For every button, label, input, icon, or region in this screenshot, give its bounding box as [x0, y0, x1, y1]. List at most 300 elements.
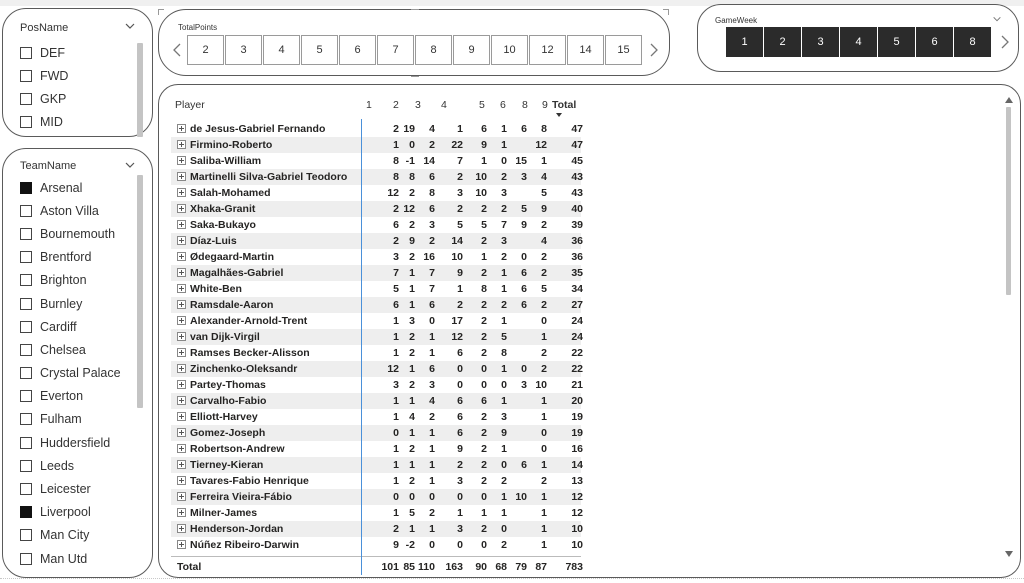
player-name-cell: Gomez-Joseph — [190, 427, 266, 439]
value-cell: 6 — [521, 283, 527, 295]
posname-option-label: GKP — [40, 91, 67, 106]
scroll-up-icon[interactable] — [1005, 97, 1013, 103]
posname-scrollbar[interactable] — [137, 43, 143, 137]
checkbox-icon[interactable] — [20, 228, 32, 240]
value-cell: 5 — [541, 283, 547, 295]
player-name-cell: Partey-Thomas — [190, 379, 266, 391]
value-cell: 0 — [541, 315, 547, 327]
table-row[interactable] — [171, 137, 581, 153]
teamname-option[interactable] — [20, 362, 121, 385]
gameweek-tile[interactable]: 4 — [840, 27, 877, 57]
value-cell: 4 — [409, 411, 415, 423]
column-header[interactable]: Total — [552, 99, 577, 111]
table-row[interactable] — [171, 265, 581, 281]
value-cell: 9 — [409, 235, 415, 247]
teamname-option[interactable] — [20, 246, 121, 269]
table-row[interactable] — [171, 537, 581, 553]
gameweek-tiles — [726, 27, 991, 57]
value-cell: 2 — [541, 475, 547, 487]
expand-plus-icon[interactable] — [177, 204, 186, 213]
chevron-down-icon[interactable] — [124, 20, 136, 32]
gameweek-tile[interactable]: 2 — [764, 27, 801, 57]
chevron-right-icon[interactable] — [1000, 34, 1010, 50]
table-row[interactable] — [171, 489, 581, 505]
teamname-option-label: Arsenal — [40, 180, 83, 195]
gameweek-tile[interactable]: 8 — [954, 27, 991, 57]
scroll-down-icon[interactable] — [1005, 551, 1013, 557]
value-cell: 2 — [429, 411, 435, 423]
expand-plus-icon[interactable] — [177, 364, 186, 373]
resize-handle[interactable] — [663, 9, 669, 15]
column-header[interactable]: 9 — [542, 99, 548, 111]
table-row[interactable] — [171, 361, 581, 377]
value-cell: 14 — [423, 155, 435, 167]
chevron-right-icon[interactable] — [649, 42, 659, 58]
value-cell: 4 — [429, 123, 435, 135]
value-cell: 2 — [481, 443, 487, 455]
value-cell: 1 — [409, 267, 415, 279]
table-row[interactable] — [171, 281, 581, 297]
teamname-option[interactable] — [20, 385, 121, 408]
total-cell: 47 — [571, 123, 583, 135]
value-cell: 17 — [451, 315, 463, 327]
table-row[interactable] — [171, 457, 581, 473]
checkbox-icon[interactable] — [20, 460, 32, 472]
table-row[interactable] — [171, 217, 581, 233]
expand-plus-icon[interactable] — [177, 492, 186, 501]
expand-plus-icon[interactable] — [177, 540, 186, 549]
checkbox-icon[interactable] — [20, 93, 32, 105]
teamname-option[interactable] — [20, 408, 121, 431]
chevron-down-icon[interactable] — [124, 159, 136, 171]
value-cell: 0 — [501, 459, 507, 471]
gameweek-tile[interactable]: 1 — [726, 27, 763, 57]
value-cell: 2 — [541, 251, 547, 263]
player-name-cell: Xhaka-Granit — [190, 203, 256, 215]
resize-handle[interactable] — [411, 71, 419, 77]
teamname-option[interactable] — [20, 454, 121, 477]
totalpoints-tile[interactable]: 8 — [415, 35, 452, 65]
value-cell: 2 — [501, 251, 507, 263]
value-cell: 2 — [541, 347, 547, 359]
chevron-left-icon[interactable] — [172, 42, 182, 58]
teamname-option-label: Man City — [40, 528, 90, 543]
value-cell: 1 — [409, 459, 415, 471]
value-cell: 15 — [515, 155, 527, 167]
checkbox-icon[interactable] — [20, 390, 32, 402]
total-cell: 10 — [571, 539, 583, 551]
value-cell: 2 — [393, 523, 399, 535]
table-row[interactable] — [171, 153, 581, 169]
teamname-option[interactable] — [20, 176, 121, 199]
total-cell: 43 — [571, 171, 583, 183]
player-name-cell: Zinchenko-Oleksandr — [190, 363, 298, 375]
checkbox-icon[interactable] — [20, 413, 32, 425]
posname-option[interactable] — [20, 111, 68, 134]
player-name-cell: Tavares-Fabio Henrique — [190, 475, 309, 487]
value-cell: 1 — [541, 331, 547, 343]
checkbox-icon[interactable] — [20, 116, 32, 128]
table-row[interactable] — [171, 249, 581, 265]
value-cell: 2 — [481, 267, 487, 279]
totalpoints-tile[interactable]: 15 — [605, 35, 642, 65]
teamname-scrollbar[interactable] — [137, 175, 143, 408]
value-cell: 3 — [393, 251, 399, 263]
total-cell: 35 — [571, 267, 583, 279]
expand-plus-icon[interactable] — [177, 508, 186, 517]
player-name-cell: Ødegaard-Martin — [190, 251, 275, 263]
totalpoints-tile[interactable]: 10 — [491, 35, 528, 65]
checkbox-icon[interactable] — [20, 251, 32, 263]
player-name-cell: Alexander-Arnold-Trent — [190, 315, 308, 327]
value-cell: 5 — [393, 283, 399, 295]
table-row[interactable] — [171, 425, 581, 441]
teamname-slicer — [2, 148, 153, 578]
value-cell: 7 — [457, 155, 463, 167]
total-cell: 40 — [571, 203, 583, 215]
expand-plus-icon[interactable] — [177, 412, 186, 421]
value-cell: 6 — [457, 347, 463, 359]
total-cell: 45 — [571, 155, 583, 167]
value-cell: 2 — [457, 171, 463, 183]
value-cell: 7 — [501, 219, 507, 231]
value-cell: 1 — [541, 155, 547, 167]
teamname-option[interactable] — [20, 269, 121, 292]
value-cell: 2 — [457, 299, 463, 311]
teamname-option-label: Cardiff — [40, 319, 77, 334]
value-cell: 3 — [521, 171, 527, 183]
value-cell: 19 — [403, 123, 415, 135]
value-cell: 1 — [501, 315, 507, 327]
table-row[interactable] — [171, 169, 581, 185]
expand-plus-icon[interactable] — [177, 124, 186, 133]
value-cell: 1 — [541, 491, 547, 503]
posname-slicer — [2, 8, 153, 137]
column-header[interactable]: 5 — [479, 99, 485, 111]
checkbox-icon[interactable] — [20, 553, 32, 565]
value-cell: 2 — [481, 347, 487, 359]
value-cell: 1 — [409, 363, 415, 375]
value-cell: 2 — [541, 267, 547, 279]
value-cell: 3 — [501, 187, 507, 199]
value-cell: 0 — [393, 427, 399, 439]
grand-total-cell: 68 — [495, 561, 507, 573]
value-cell: 0 — [481, 539, 487, 551]
value-cell: 4 — [429, 395, 435, 407]
value-cell: 3 — [457, 523, 463, 535]
player-name-cell: Henderson-Jordan — [190, 523, 284, 535]
expand-plus-icon[interactable] — [177, 380, 186, 389]
value-cell: 1 — [429, 459, 435, 471]
value-cell: 1 — [393, 507, 399, 519]
value-cell: 3 — [457, 475, 463, 487]
grand-total-cell: 87 — [535, 561, 547, 573]
totalpoints-tile[interactable]: 2 — [187, 35, 224, 65]
player-name-cell: Saliba-William — [190, 155, 262, 167]
value-cell: 2 — [409, 475, 415, 487]
expand-plus-icon[interactable] — [177, 300, 186, 309]
expand-plus-icon[interactable] — [177, 524, 186, 533]
value-cell: 10 — [475, 187, 487, 199]
column-header[interactable]: 6 — [500, 99, 506, 111]
expand-plus-icon[interactable] — [177, 444, 186, 453]
value-cell: 3 — [393, 379, 399, 391]
value-cell: 8 — [393, 155, 399, 167]
value-cell: 2 — [541, 299, 547, 311]
column-header[interactable]: 2 — [393, 99, 399, 111]
column-header[interactable]: 8 — [522, 99, 528, 111]
checkbox-icon[interactable] — [20, 321, 32, 333]
player-name-cell: van Dijk-Virgil — [190, 331, 260, 343]
teamname-option[interactable] — [20, 477, 121, 500]
player-name-cell: Saka-Bukayo — [190, 219, 256, 231]
value-cell: 1 — [457, 123, 463, 135]
gameweek-tile[interactable]: 3 — [802, 27, 839, 57]
totalpoints-tile[interactable]: 5 — [301, 35, 338, 65]
totalpoints-slicer-title: TotalPoints — [178, 23, 218, 32]
checkbox-icon[interactable] — [20, 367, 32, 379]
table-row[interactable] — [171, 409, 581, 425]
teamname-option-label: Leeds — [40, 458, 75, 473]
value-cell: 2 — [409, 443, 415, 455]
expand-plus-icon[interactable] — [177, 220, 186, 229]
expand-plus-icon[interactable] — [177, 236, 186, 245]
value-cell: 2 — [541, 363, 547, 375]
value-cell: 1 — [409, 299, 415, 311]
player-name-cell: Robertson-Andrew — [190, 443, 285, 455]
checkbox-icon[interactable] — [20, 70, 32, 82]
checkbox-icon[interactable] — [20, 483, 32, 495]
posname-option[interactable] — [20, 64, 68, 87]
teamname-slicer-title: TeamName — [20, 160, 77, 172]
value-cell: 2 — [481, 459, 487, 471]
grand-total-cell: 110 — [418, 561, 435, 573]
total-cell: 43 — [571, 187, 583, 199]
checkbox-checked-icon[interactable] — [20, 182, 32, 194]
value-cell: 2 — [409, 187, 415, 199]
value-cell: 2 — [409, 331, 415, 343]
teamname-option[interactable] — [20, 524, 121, 547]
value-cell: 1 — [429, 347, 435, 359]
total-cell: 16 — [571, 443, 583, 455]
resize-handle[interactable] — [411, 9, 419, 15]
expand-plus-icon[interactable] — [177, 476, 186, 485]
checkbox-icon[interactable] — [20, 344, 32, 356]
expand-plus-icon[interactable] — [177, 172, 186, 181]
value-cell: 0 — [409, 139, 415, 151]
gameweek-tile[interactable]: 5 — [878, 27, 915, 57]
teamname-option[interactable] — [20, 292, 121, 315]
totalpoints-tile[interactable]: 6 — [339, 35, 376, 65]
checkbox-icon[interactable] — [20, 529, 32, 541]
expand-plus-icon[interactable] — [177, 252, 186, 261]
value-cell: 9 — [481, 139, 487, 151]
player-name-cell: Ramses Becker-Alisson — [190, 347, 310, 359]
player-name-cell: White-Ben — [190, 283, 242, 295]
value-cell: 10 — [451, 251, 463, 263]
expand-plus-icon[interactable] — [177, 428, 186, 437]
value-cell: 0 — [429, 315, 435, 327]
value-cell: 1 — [501, 491, 507, 503]
value-cell: 16 — [423, 251, 435, 263]
table-row[interactable] — [171, 505, 581, 521]
column-header-player[interactable]: Player — [175, 99, 205, 111]
column-header[interactable]: 3 — [415, 99, 421, 111]
value-cell: 1 — [541, 507, 547, 519]
value-cell: 1 — [393, 347, 399, 359]
value-cell: 2 — [429, 139, 435, 151]
value-cell: 6 — [521, 267, 527, 279]
teamname-option[interactable] — [20, 222, 121, 245]
total-cell: 20 — [571, 395, 583, 407]
teamname-option-label: Liverpool — [40, 505, 91, 520]
value-cell: 2 — [501, 299, 507, 311]
teamname-option[interactable] — [20, 547, 121, 570]
checkbox-icon[interactable] — [20, 274, 32, 286]
grand-total-cell: 783 — [565, 561, 583, 573]
value-cell: 1 — [393, 315, 399, 327]
value-cell: 9 — [521, 219, 527, 231]
expand-plus-icon[interactable] — [177, 156, 186, 165]
table-row[interactable] — [171, 233, 581, 249]
value-cell: 1 — [429, 475, 435, 487]
table-row[interactable] — [171, 521, 581, 537]
value-cell: 5 — [501, 331, 507, 343]
checkbox-icon[interactable] — [20, 298, 32, 310]
total-cell: 13 — [571, 475, 583, 487]
value-cell: 2 — [393, 235, 399, 247]
teamname-option-label: Man Utd — [40, 551, 88, 566]
teamname-option-label: Chelsea — [40, 342, 86, 357]
expand-plus-icon[interactable] — [177, 140, 186, 149]
table-row[interactable] — [171, 121, 581, 137]
table-row[interactable] — [171, 297, 581, 313]
value-cell: 1 — [457, 507, 463, 519]
value-cell: 22 — [451, 139, 463, 151]
value-cell: 8 — [501, 347, 507, 359]
player-name-cell: Magalhães-Gabriel — [190, 267, 284, 279]
totalpoints-tile[interactable]: 14 — [567, 35, 604, 65]
value-cell: 2 — [409, 379, 415, 391]
expand-plus-icon[interactable] — [177, 460, 186, 469]
value-cell: 6 — [521, 123, 527, 135]
teamname-option[interactable] — [20, 501, 121, 524]
posname-option[interactable] — [20, 41, 68, 64]
value-cell: 0 — [541, 427, 547, 439]
value-cell: 1 — [393, 331, 399, 343]
value-cell: 7 — [393, 267, 399, 279]
totalpoints-tile[interactable]: 3 — [225, 35, 262, 65]
totalpoints-tile[interactable]: 12 — [529, 35, 566, 65]
totalpoints-tile[interactable]: 7 — [377, 35, 414, 65]
table-row[interactable] — [171, 441, 581, 457]
teamname-option[interactable] — [20, 431, 121, 454]
resize-handle[interactable] — [158, 9, 164, 15]
expand-plus-icon[interactable] — [177, 284, 186, 293]
teamname-option-label: Aston Villa — [40, 203, 99, 218]
sort-descending-icon[interactable] — [556, 113, 562, 117]
value-cell: 2 — [541, 219, 547, 231]
value-cell: 1 — [409, 395, 415, 407]
value-cell: 0 — [429, 491, 435, 503]
checkbox-icon[interactable] — [20, 205, 32, 217]
expand-plus-icon[interactable] — [177, 396, 186, 405]
table-row[interactable] — [171, 313, 581, 329]
player-name-cell: Martinelli Silva-Gabriel Teodoro — [190, 171, 348, 183]
expand-plus-icon[interactable] — [177, 332, 186, 341]
posname-option[interactable] — [20, 87, 68, 110]
value-cell: 8 — [409, 171, 415, 183]
teamname-option-label: Brentford — [40, 250, 92, 265]
value-cell: 6 — [481, 123, 487, 135]
value-cell: 6 — [393, 299, 399, 311]
posname-option-label: MID — [40, 115, 63, 130]
gameweek-tile[interactable]: 6 — [916, 27, 953, 57]
value-cell: 2 — [481, 331, 487, 343]
totalpoints-tile[interactable]: 9 — [453, 35, 490, 65]
teamname-list — [20, 176, 121, 570]
value-cell: 9 — [457, 267, 463, 279]
total-cell: 39 — [571, 219, 583, 231]
teamname-option[interactable] — [20, 199, 121, 222]
table-row[interactable] — [171, 473, 581, 489]
player-name-cell: Milner-James — [190, 507, 258, 519]
expand-plus-icon[interactable] — [177, 316, 186, 325]
table-row[interactable] — [171, 393, 581, 409]
teamname-option[interactable] — [20, 338, 121, 361]
total-cell: 24 — [571, 331, 583, 343]
grand-total-cell: 90 — [475, 561, 487, 573]
chevron-down-icon[interactable] — [992, 14, 1002, 24]
value-cell: 12 — [451, 331, 463, 343]
expand-plus-icon[interactable] — [177, 348, 186, 357]
value-cell: 2 — [481, 411, 487, 423]
value-cell: 3 — [501, 411, 507, 423]
value-cell: 1 — [409, 283, 415, 295]
total-row — [171, 556, 581, 574]
table-row[interactable] — [171, 377, 581, 393]
table-row[interactable] — [171, 201, 581, 217]
value-cell: 6 — [429, 299, 435, 311]
table-row[interactable] — [171, 185, 581, 201]
total-cell: 12 — [571, 507, 583, 519]
posname-option-label: DEF — [40, 45, 65, 60]
checkbox-checked-icon[interactable] — [20, 506, 32, 518]
value-cell: 1 — [429, 427, 435, 439]
value-cell: 12 — [387, 187, 399, 199]
totalpoints-tile[interactable]: 4 — [263, 35, 300, 65]
value-cell: 2 — [481, 427, 487, 439]
value-cell: 1 — [501, 123, 507, 135]
value-cell: 10 — [475, 171, 487, 183]
column-header[interactable]: 1 — [366, 99, 372, 111]
matrix-scrollbar[interactable] — [1006, 107, 1011, 295]
totalpoints-tiles — [187, 35, 642, 65]
checkbox-icon[interactable] — [20, 47, 32, 59]
expand-plus-icon[interactable] — [177, 188, 186, 197]
value-cell: 3 — [501, 235, 507, 247]
player-points-matrix — [158, 84, 1021, 578]
expand-plus-icon[interactable] — [177, 268, 186, 277]
value-cell: 2 — [409, 219, 415, 231]
table-row[interactable] — [171, 329, 581, 345]
checkbox-icon[interactable] — [20, 437, 32, 449]
table-row[interactable] — [171, 345, 581, 361]
teamname-option[interactable] — [20, 315, 121, 338]
value-cell: 1 — [541, 523, 547, 535]
column-header[interactable]: 4 — [441, 99, 447, 111]
value-cell: 0 — [409, 491, 415, 503]
